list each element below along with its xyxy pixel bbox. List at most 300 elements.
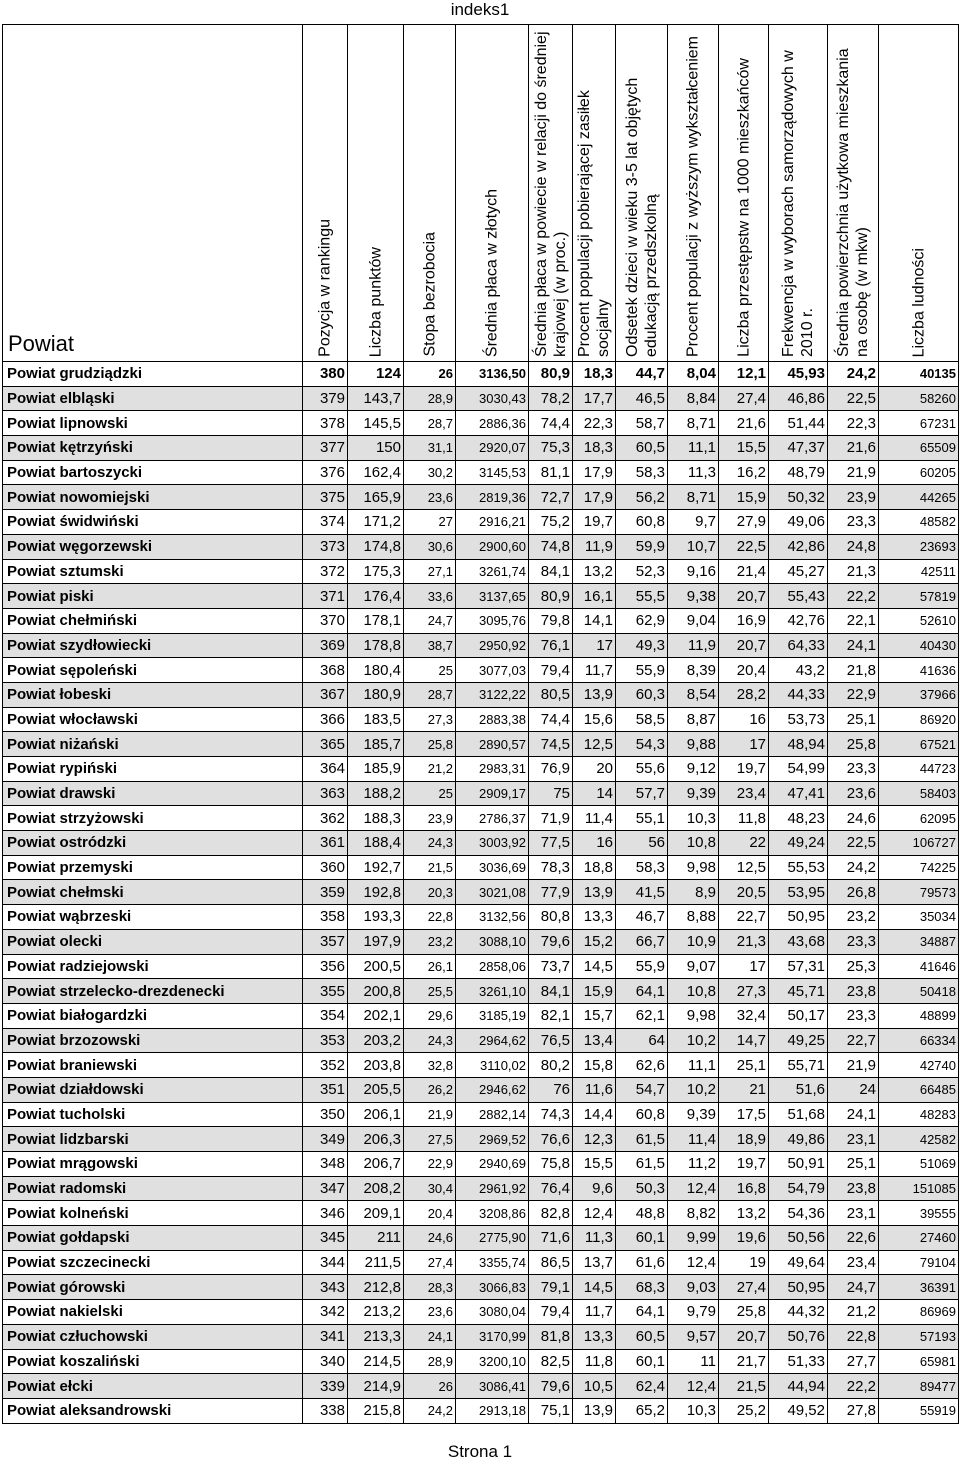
column-header-label: Liczba przestępstw na 1000 mieszkańców <box>735 58 752 357</box>
ranking-table <box>2 24 959 1424</box>
table-cell: 22,8 <box>828 1324 879 1349</box>
table-cell: 27,4 <box>719 1275 769 1300</box>
table-cell: 58,5 <box>616 707 668 732</box>
table-cell: 8,88 <box>668 905 719 930</box>
table-cell: 23,3 <box>828 510 879 535</box>
table-cell: 72,7 <box>529 485 573 510</box>
table-cell: 192,7 <box>348 855 404 880</box>
table-cell: 22,5 <box>828 386 879 411</box>
table-row <box>3 411 959 436</box>
table-cell: 23,8 <box>828 1176 879 1201</box>
table-cell: 73,7 <box>529 954 573 979</box>
powiat-name-cell: Powiat lipnowski <box>3 411 303 436</box>
table-cell: 200,5 <box>348 954 404 979</box>
table-cell: 27,1 <box>404 559 456 584</box>
table-cell: 76,9 <box>529 757 573 782</box>
table-cell: 78,3 <box>529 855 573 880</box>
table-cell: 74225 <box>879 855 959 880</box>
table-cell: 369 <box>303 633 348 658</box>
table-row <box>3 1201 959 1226</box>
table-cell: 24,2 <box>828 855 879 880</box>
table-cell: 23,6 <box>404 485 456 510</box>
table-cell: 41646 <box>879 954 959 979</box>
table-cell: 15,5 <box>573 1152 616 1177</box>
powiat-name-cell: Powiat chełmiński <box>3 608 303 633</box>
table-cell: 343 <box>303 1275 348 1300</box>
table-cell: 24,2 <box>828 362 879 387</box>
table-cell: 124 <box>348 362 404 387</box>
table-cell: 178,8 <box>348 633 404 658</box>
table-cell: 22,3 <box>828 411 879 436</box>
table-cell: 10,9 <box>668 929 719 954</box>
table-cell: 30,6 <box>404 534 456 559</box>
table-cell: 358 <box>303 905 348 930</box>
table-cell: 2882,14 <box>456 1102 529 1127</box>
table-cell: 2886,36 <box>456 411 529 436</box>
powiat-name-cell: Powiat przemyski <box>3 855 303 880</box>
table-row <box>3 1349 959 1374</box>
table-cell: 19,7 <box>719 757 769 782</box>
table-cell: 54,79 <box>769 1176 828 1201</box>
column-header-label: Stopa bezrobocia <box>421 232 438 357</box>
table-cell: 366 <box>303 707 348 732</box>
table-cell: 18,3 <box>573 362 616 387</box>
table-cell: 20,5 <box>719 880 769 905</box>
table-cell: 52610 <box>879 608 959 633</box>
table-cell: 76,5 <box>529 1028 573 1053</box>
powiat-name-cell: Powiat świdwiński <box>3 510 303 535</box>
powiat-name-cell: Powiat olecki <box>3 929 303 954</box>
table-cell: 56,2 <box>616 485 668 510</box>
table-cell: 57819 <box>879 584 959 609</box>
table-cell: 62,4 <box>616 1374 668 1399</box>
powiat-name-cell: Powiat tucholski <box>3 1102 303 1127</box>
table-cell: 27,7 <box>828 1349 879 1374</box>
table-cell: 24,6 <box>404 1226 456 1251</box>
column-header-label: Średnia płaca w powiecie w relacji do średniej krajowej (w proc.) <box>532 31 569 357</box>
table-cell: 28,9 <box>404 386 456 411</box>
table-cell: 362 <box>303 806 348 831</box>
table-cell: 214,5 <box>348 1349 404 1374</box>
table-cell: 205,5 <box>348 1077 404 1102</box>
table-header-row <box>3 25 959 362</box>
table-cell: 355 <box>303 979 348 1004</box>
table-cell: 26,1 <box>404 954 456 979</box>
table-row <box>3 460 959 485</box>
table-cell: 25,3 <box>828 954 879 979</box>
table-cell: 2969,52 <box>456 1127 529 1152</box>
table-cell: 49,64 <box>769 1250 828 1275</box>
table-cell: 42,76 <box>769 608 828 633</box>
table-cell: 28,3 <box>404 1275 456 1300</box>
table-cell: 51,68 <box>769 1102 828 1127</box>
table-cell: 9,6 <box>573 1176 616 1201</box>
table-cell: 162,4 <box>348 460 404 485</box>
table-cell: 21,9 <box>404 1102 456 1127</box>
table-cell: 188,2 <box>348 781 404 806</box>
column-header-label: Liczba punktów <box>367 246 384 357</box>
table-cell: 356 <box>303 954 348 979</box>
table-cell: 25,1 <box>828 707 879 732</box>
table-cell: 372 <box>303 559 348 584</box>
table-cell: 20,4 <box>404 1201 456 1226</box>
table-cell: 352 <box>303 1053 348 1078</box>
table-cell: 32,4 <box>719 1003 769 1028</box>
table-row <box>3 1300 959 1325</box>
table-cell: 209,1 <box>348 1201 404 1226</box>
table-cell: 75,3 <box>529 436 573 461</box>
column-header-label: Średnia płaca w złotych <box>483 188 501 357</box>
table-cell: 339 <box>303 1374 348 1399</box>
table-cell: 171,2 <box>348 510 404 535</box>
powiat-name-cell: Powiat brzozowski <box>3 1028 303 1053</box>
table-cell: 200,8 <box>348 979 404 1004</box>
table-cell: 89477 <box>879 1374 959 1399</box>
table-cell: 53,73 <box>769 707 828 732</box>
table-cell: 19,6 <box>719 1226 769 1251</box>
table-cell: 55919 <box>879 1398 959 1423</box>
powiat-name-cell: Powiat niżański <box>3 732 303 757</box>
table-cell: 64 <box>616 1028 668 1053</box>
table-cell: 49,24 <box>769 831 828 856</box>
table-cell: 28,2 <box>719 682 769 707</box>
table-cell: 13,7 <box>573 1250 616 1275</box>
powiat-name-cell: Powiat strzelecko-drezdenecki <box>3 979 303 1004</box>
table-cell: 20 <box>573 757 616 782</box>
table-cell: 11 <box>668 1349 719 1374</box>
table-cell: 77,5 <box>529 831 573 856</box>
table-cell: 75,8 <box>529 1152 573 1177</box>
table-cell: 79,4 <box>529 1300 573 1325</box>
powiat-name-cell: Powiat nowomiejski <box>3 485 303 510</box>
table-cell: 20,7 <box>719 584 769 609</box>
table-cell: 23,2 <box>404 929 456 954</box>
table-cell: 3030,43 <box>456 386 529 411</box>
table-cell: 12,4 <box>668 1374 719 1399</box>
table-cell: 10,7 <box>668 534 719 559</box>
table-cell: 50,76 <box>769 1324 828 1349</box>
table-cell: 48582 <box>879 510 959 535</box>
powiat-name-cell: Powiat koszaliński <box>3 1349 303 1374</box>
column-header <box>719 25 769 362</box>
table-cell: 60,1 <box>616 1349 668 1374</box>
table-cell: 24,1 <box>828 633 879 658</box>
table-cell: 24,2 <box>404 1398 456 1423</box>
table-cell: 23,6 <box>828 781 879 806</box>
table-cell: 54,99 <box>769 757 828 782</box>
powiat-name-cell: Powiat chełmski <box>3 880 303 905</box>
table-cell: 3122,22 <box>456 682 529 707</box>
column-header <box>404 25 456 362</box>
table-cell: 61,5 <box>616 1127 668 1152</box>
table-cell: 33,6 <box>404 584 456 609</box>
table-cell: 76,4 <box>529 1176 573 1201</box>
table-cell: 25,1 <box>828 1152 879 1177</box>
column-header-label: Pozycja w rankingu <box>316 219 334 357</box>
table-cell: 21,9 <box>828 1053 879 1078</box>
table-cell: 22 <box>719 831 769 856</box>
powiat-name-cell: Powiat szydłowiecki <box>3 633 303 658</box>
table-cell: 17 <box>573 633 616 658</box>
powiat-name-cell: Powiat ostródzki <box>3 831 303 856</box>
table-cell: 51,6 <box>769 1077 828 1102</box>
column-header <box>529 25 573 362</box>
table-cell: 23,9 <box>404 806 456 831</box>
table-cell: 211 <box>348 1226 404 1251</box>
table-cell: 58260 <box>879 386 959 411</box>
table-cell: 9,38 <box>668 584 719 609</box>
powiat-name-cell: Powiat gołdapski <box>3 1226 303 1251</box>
table-cell: 86969 <box>879 1300 959 1325</box>
table-cell: 345 <box>303 1226 348 1251</box>
table-cell: 74,5 <box>529 732 573 757</box>
table-cell: 8,54 <box>668 682 719 707</box>
table-cell: 180,9 <box>348 682 404 707</box>
table-cell: 197,9 <box>348 929 404 954</box>
table-cell: 79573 <box>879 880 959 905</box>
table-cell: 3021,08 <box>456 880 529 905</box>
table-cell: 21,6 <box>828 436 879 461</box>
table-cell: 14,5 <box>573 1275 616 1300</box>
table-cell: 8,82 <box>668 1201 719 1226</box>
page-footer: Strona 1 <box>447 1442 513 1461</box>
table-cell: 20,3 <box>404 880 456 905</box>
table-cell: 60,3 <box>616 682 668 707</box>
table-cell: 12,5 <box>573 732 616 757</box>
table-cell: 18,9 <box>719 1127 769 1152</box>
table-cell: 188,3 <box>348 806 404 831</box>
table-cell: 24,3 <box>404 831 456 856</box>
powiat-name-cell: Powiat sępoleński <box>3 658 303 683</box>
table-cell: 206,3 <box>348 1127 404 1152</box>
table-cell: 8,84 <box>668 386 719 411</box>
table-cell: 21,6 <box>719 411 769 436</box>
table-cell: 62,1 <box>616 1003 668 1028</box>
table-cell: 20,7 <box>719 633 769 658</box>
table-cell: 26,2 <box>404 1077 456 1102</box>
table-row <box>3 1003 959 1028</box>
table-cell: 66,7 <box>616 929 668 954</box>
table-cell: 13,4 <box>573 1028 616 1053</box>
table-cell: 353 <box>303 1028 348 1053</box>
table-cell: 86,5 <box>529 1250 573 1275</box>
table-cell: 2964,62 <box>456 1028 529 1053</box>
table-cell: 55,6 <box>616 757 668 782</box>
column-header-powiat: Powiat <box>3 25 303 362</box>
table-cell: 71,6 <box>529 1226 573 1251</box>
table-cell: 22,7 <box>719 905 769 930</box>
table-cell: 42740 <box>879 1053 959 1078</box>
table-cell: 25,2 <box>719 1398 769 1423</box>
powiat-name-cell: Powiat grudziądzki <box>3 362 303 387</box>
table-cell: 11,8 <box>573 1349 616 1374</box>
table-cell: 60,5 <box>616 1324 668 1349</box>
table-cell: 11,7 <box>573 658 616 683</box>
table-cell: 375 <box>303 485 348 510</box>
table-cell: 8,71 <box>668 411 719 436</box>
table-cell: 24,7 <box>828 1275 879 1300</box>
column-header-label: Odsetek dzieci w wieku 3-5 lat objętych edukacją przedszkolną <box>623 77 660 357</box>
table-cell: 23,4 <box>828 1250 879 1275</box>
table-cell: 24,3 <box>404 1028 456 1053</box>
table-cell: 74,4 <box>529 411 573 436</box>
table-cell: 81,8 <box>529 1324 573 1349</box>
table-cell: 23,3 <box>828 929 879 954</box>
table-cell: 11,2 <box>668 1152 719 1177</box>
powiat-name-cell: Powiat bartoszycki <box>3 460 303 485</box>
column-header <box>456 25 529 362</box>
table-cell: 23,6 <box>404 1300 456 1325</box>
table-cell: 64,1 <box>616 979 668 1004</box>
table-cell: 8,9 <box>668 880 719 905</box>
table-cell: 24 <box>828 1077 879 1102</box>
table-cell: 49,52 <box>769 1398 828 1423</box>
table-cell: 77,9 <box>529 880 573 905</box>
table-cell: 49,25 <box>769 1028 828 1053</box>
table-cell: 60,1 <box>616 1226 668 1251</box>
table-cell: 41636 <box>879 658 959 683</box>
table-cell: 15,6 <box>573 707 616 732</box>
table-cell: 9,98 <box>668 1003 719 1028</box>
column-header-label: Średnia powierzchnia użytkowa mieszkania na osobę (w mkw) <box>835 48 871 357</box>
table-cell: 50,32 <box>769 485 828 510</box>
table-cell: 37966 <box>879 682 959 707</box>
table-cell: 26 <box>404 362 456 387</box>
table-row <box>3 1324 959 1349</box>
table-cell: 27,4 <box>404 1250 456 1275</box>
table-cell: 67521 <box>879 732 959 757</box>
table-cell: 22,2 <box>828 584 879 609</box>
table-cell: 380 <box>303 362 348 387</box>
column-header <box>348 25 404 362</box>
table-row <box>3 1226 959 1251</box>
table-row <box>3 880 959 905</box>
column-header-label: Procent populacji pobierającej zasiłek socjalny <box>576 90 612 357</box>
table-cell: 51,33 <box>769 1349 828 1374</box>
table-cell: 202,1 <box>348 1003 404 1028</box>
table-cell: 62095 <box>879 806 959 831</box>
table-cell: 47,37 <box>769 436 828 461</box>
table-cell: 24,7 <box>404 608 456 633</box>
table-cell: 84,1 <box>529 559 573 584</box>
table-cell: 9,16 <box>668 559 719 584</box>
table-cell: 55,5 <box>616 584 668 609</box>
table-cell: 15,8 <box>573 1053 616 1078</box>
table-cell: 26,8 <box>828 880 879 905</box>
table-cell: 2920,07 <box>456 436 529 461</box>
table-cell: 58,3 <box>616 855 668 880</box>
table-cell: 206,1 <box>348 1102 404 1127</box>
column-header <box>668 25 719 362</box>
column-header <box>828 25 879 362</box>
table-cell: 25,5 <box>404 979 456 1004</box>
table-row <box>3 1250 959 1275</box>
column-header <box>303 25 348 362</box>
table-cell: 65509 <box>879 436 959 461</box>
table-cell: 55,1 <box>616 806 668 831</box>
powiat-name-cell: Powiat włocławski <box>3 707 303 732</box>
table-cell: 75,2 <box>529 510 573 535</box>
table-row <box>3 757 959 782</box>
table-cell: 65981 <box>879 1349 959 1374</box>
table-cell: 54,3 <box>616 732 668 757</box>
table-cell: 79,6 <box>529 1374 573 1399</box>
table-cell: 12,5 <box>719 855 769 880</box>
table-cell: 38,7 <box>404 633 456 658</box>
table-cell: 13,2 <box>573 559 616 584</box>
table-cell: 30,2 <box>404 460 456 485</box>
table-cell: 79,4 <box>529 658 573 683</box>
table-cell: 2940,69 <box>456 1152 529 1177</box>
table-cell: 43,2 <box>769 658 828 683</box>
table-cell: 22,8 <box>404 905 456 930</box>
powiat-name-cell: Powiat łobeski <box>3 682 303 707</box>
table-cell: 2983,31 <box>456 757 529 782</box>
table-cell: 2916,21 <box>456 510 529 535</box>
table-cell: 2775,90 <box>456 1226 529 1251</box>
table-cell: 2883,38 <box>456 707 529 732</box>
table-cell: 46,86 <box>769 386 828 411</box>
table-cell: 213,2 <box>348 1300 404 1325</box>
table-cell: 2786,37 <box>456 806 529 831</box>
table-cell: 17 <box>719 954 769 979</box>
table-cell: 214,9 <box>348 1374 404 1399</box>
powiat-name-cell: Powiat radziejowski <box>3 954 303 979</box>
table-cell: 44723 <box>879 757 959 782</box>
table-cell: 27,8 <box>828 1398 879 1423</box>
table-cell: 3095,76 <box>456 608 529 633</box>
powiat-name-cell: Powiat człuchowski <box>3 1324 303 1349</box>
table-cell: 203,8 <box>348 1053 404 1078</box>
table-cell: 55,53 <box>769 855 828 880</box>
table-cell: 84,1 <box>529 979 573 1004</box>
table-cell: 338 <box>303 1398 348 1423</box>
table-cell: 21,3 <box>828 559 879 584</box>
table-cell: 40430 <box>879 633 959 658</box>
table-row <box>3 1152 959 1177</box>
table-cell: 31,1 <box>404 436 456 461</box>
table-cell: 75 <box>529 781 573 806</box>
table-cell: 341 <box>303 1324 348 1349</box>
table-cell: 13,3 <box>573 1324 616 1349</box>
table-cell: 74,8 <box>529 534 573 559</box>
table-cell: 50,56 <box>769 1226 828 1251</box>
table-cell: 74,3 <box>529 1102 573 1127</box>
powiat-name-cell: Powiat górowski <box>3 1275 303 1300</box>
table-cell: 49,86 <box>769 1127 828 1152</box>
table-cell: 79104 <box>879 1250 959 1275</box>
powiat-name-cell: Powiat strzyżowski <box>3 806 303 831</box>
table-cell: 13,9 <box>573 880 616 905</box>
table-cell: 60,5 <box>616 436 668 461</box>
table-cell: 15,9 <box>573 979 616 1004</box>
table-cell: 361 <box>303 831 348 856</box>
table-cell: 180,4 <box>348 658 404 683</box>
table-row <box>3 1176 959 1201</box>
table-cell: 373 <box>303 534 348 559</box>
table-cell: 22,5 <box>719 534 769 559</box>
table-cell: 47,41 <box>769 781 828 806</box>
table-cell: 360 <box>303 855 348 880</box>
table-cell: 12,1 <box>719 362 769 387</box>
table-cell: 365 <box>303 732 348 757</box>
table-cell: 64,1 <box>616 1300 668 1325</box>
table-cell: 9,39 <box>668 781 719 806</box>
table-cell: 50,91 <box>769 1152 828 1177</box>
table-row <box>3 1398 959 1423</box>
table-cell: 51,44 <box>769 411 828 436</box>
table-cell: 41,5 <box>616 880 668 905</box>
